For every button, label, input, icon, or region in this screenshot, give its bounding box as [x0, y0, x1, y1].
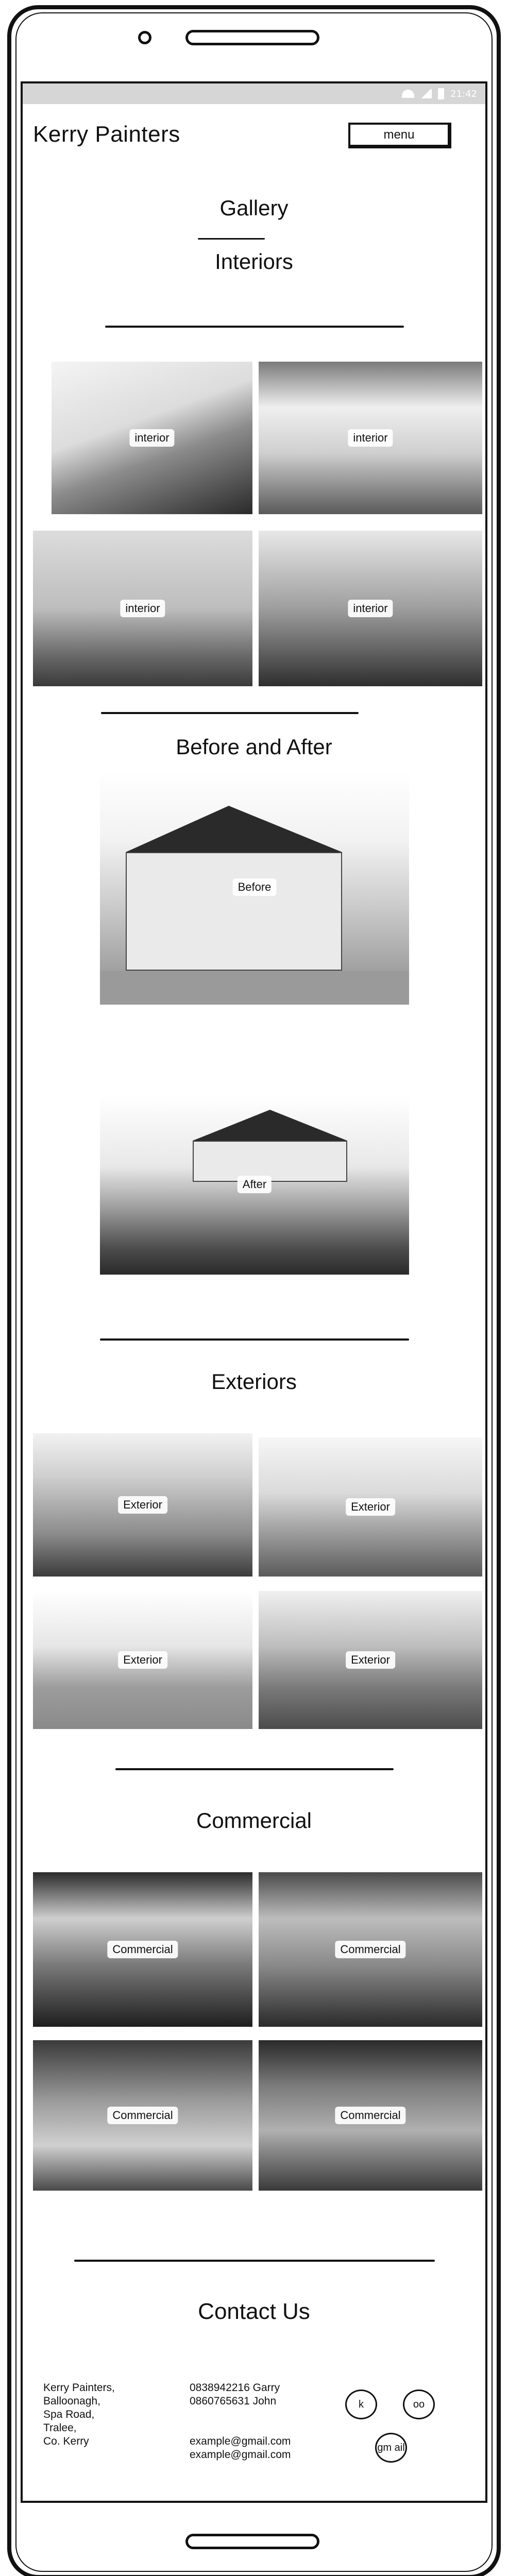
exteriors-title: Exteriors — [211, 1369, 297, 1394]
menu-button[interactable]: menu — [348, 123, 451, 148]
address-line: Balloonagh, — [43, 2395, 100, 2407]
photo-label: Commercial — [107, 1941, 178, 1958]
battery-icon — [438, 88, 444, 99]
photo-label: Commercial — [107, 2107, 178, 2124]
photo-label: Exterior — [118, 1496, 167, 1514]
photo-label: interior — [129, 429, 174, 447]
interior-photo-1[interactable] — [52, 362, 252, 514]
before-photo[interactable] — [100, 770, 409, 1005]
facebook-icon[interactable]: k — [345, 2389, 377, 2419]
exterior-photo-4[interactable] — [259, 1591, 482, 1729]
phone-number[interactable]: 0838942216 Garry — [190, 2382, 280, 2394]
home-button[interactable] — [185, 2534, 319, 2549]
status-bar — [23, 83, 485, 104]
exterior-photo-3[interactable] — [33, 1591, 252, 1729]
photo-label: interior — [348, 429, 393, 447]
commercial-photo-3[interactable] — [33, 2040, 252, 2191]
exterior-photo-1[interactable] — [33, 1433, 252, 1577]
wifi-icon — [402, 90, 414, 98]
camera-icon — [138, 31, 151, 44]
gallery-divider — [198, 238, 265, 240]
photo-label: Commercial — [335, 2107, 405, 2124]
status-time: 21:42 — [450, 88, 477, 99]
after-photo[interactable] — [100, 1094, 409, 1275]
commercial-photo-1[interactable] — [33, 1872, 252, 2027]
gallery-title: Gallery — [219, 196, 289, 220]
before-after-title: Before and After — [176, 735, 332, 759]
section-divider — [101, 712, 359, 714]
contact-phones — [190, 2381, 280, 2408]
photo-label: Exterior — [346, 1651, 395, 1669]
contact-address — [43, 2381, 115, 2448]
signal-icon — [420, 89, 432, 98]
gmail-icon[interactable]: gm ail — [375, 2433, 407, 2463]
commercial-title: Commercial — [196, 1808, 312, 1833]
screen — [21, 81, 487, 2503]
interior-photo-2[interactable] — [259, 362, 482, 514]
address-line: Spa Road, — [43, 2409, 95, 2420]
commercial-photo-2[interactable] — [259, 1872, 482, 2027]
photo-label: interior — [120, 600, 165, 617]
email-link[interactable]: example@gmail.com — [190, 2449, 291, 2461]
interiors-title: Interiors — [215, 249, 293, 274]
phone-number[interactable]: 0860765631 John — [190, 2395, 277, 2407]
navbar — [23, 104, 485, 161]
section-divider — [74, 2260, 435, 2262]
photo-label: interior — [348, 600, 393, 617]
photo-label: Exterior — [118, 1651, 167, 1669]
address-line: Co. Kerry — [43, 2435, 89, 2447]
section-divider — [100, 1338, 409, 1341]
exterior-photo-2[interactable] — [259, 1437, 482, 1577]
interior-photo-3[interactable] — [33, 531, 252, 686]
flickr-icon[interactable]: oo — [403, 2389, 435, 2419]
photo-label: After — [238, 1176, 272, 1193]
address-line: Tralee, — [43, 2422, 77, 2434]
brand-title[interactable]: Kerry Painters — [33, 122, 180, 147]
contact-title: Contact Us — [198, 2299, 310, 2324]
photo-label: Commercial — [335, 1941, 405, 1958]
interiors-divider — [105, 326, 404, 328]
section-divider — [115, 1768, 394, 1770]
address-line: Kerry Painters, — [43, 2382, 115, 2394]
photo-label: Exterior — [346, 1498, 395, 1516]
contact-emails — [190, 2435, 291, 2462]
email-link[interactable]: example@gmail.com — [190, 2435, 291, 2447]
interior-photo-4[interactable] — [259, 531, 482, 686]
photo-label: Before — [233, 878, 277, 896]
commercial-photo-4[interactable] — [259, 2040, 482, 2191]
speaker-icon — [185, 30, 319, 45]
